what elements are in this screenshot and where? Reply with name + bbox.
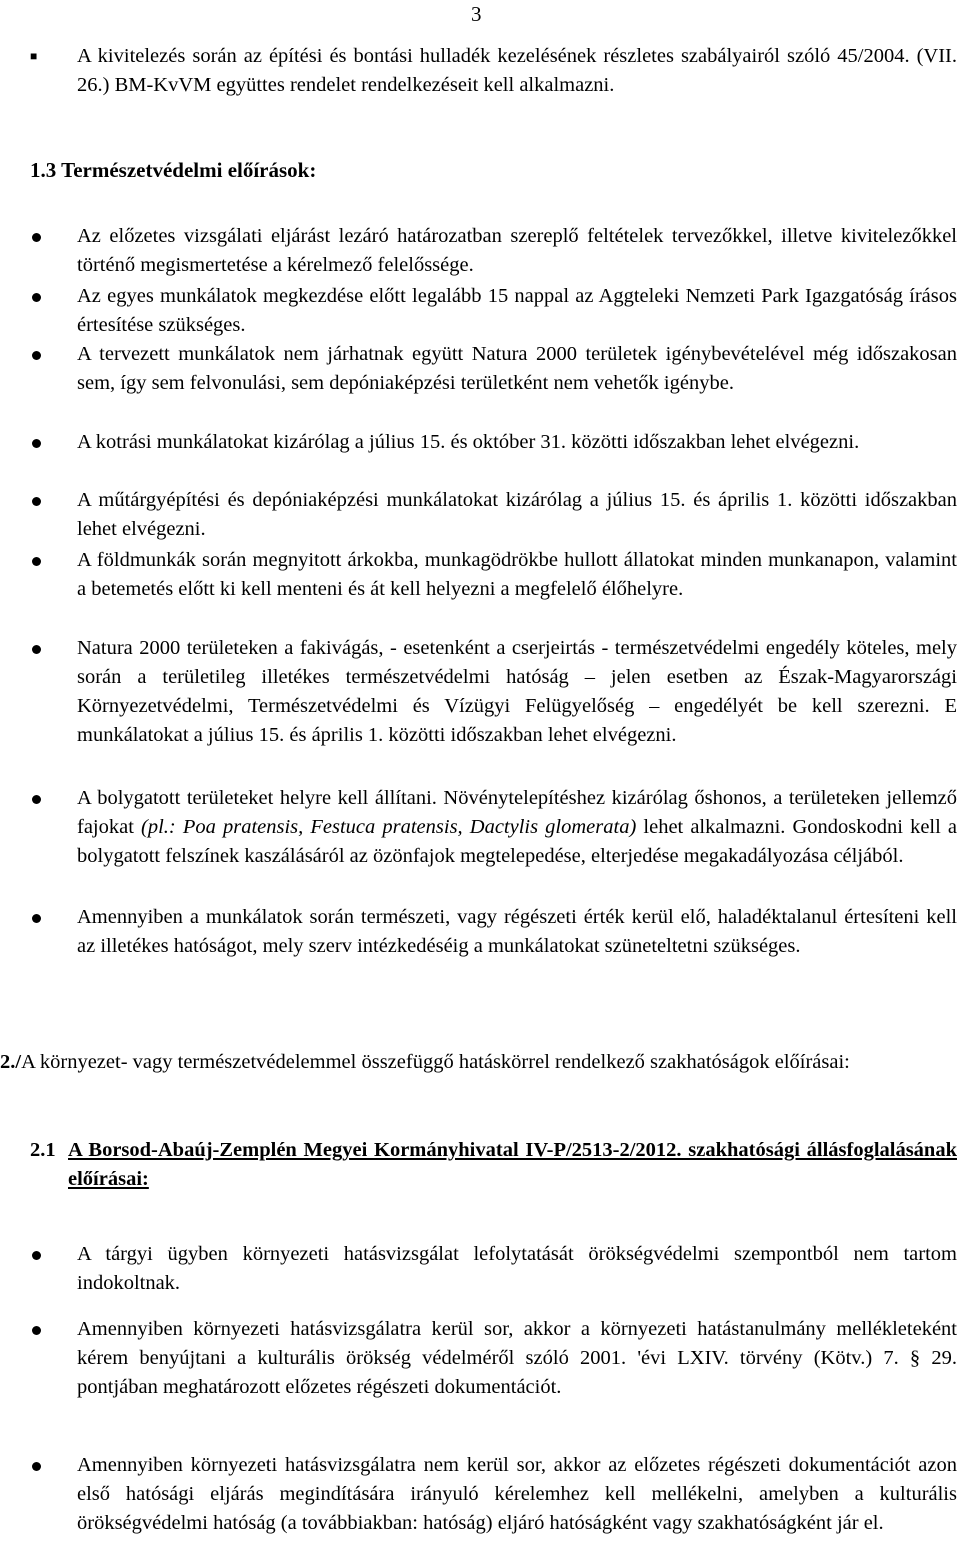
- list-item: A földmunkák során megnyitott árkokba, munkagödrökbe hullott állatokat minden munkanapon, valamint a betemetés előtt ki kell menteni és át kell helyezni a megfelelő élőhelyre.: [30, 546, 957, 604]
- bullet-icon: [32, 351, 41, 360]
- list-item: Amennyiben környezeti hatásvizsgálatra kerül sor, akkor a környezeti hatástanulmány mellékleteként kérem benyújtani a kulturális örökség védelméről szóló 2001. 'évi LXIV. törvény (Kötv.) 7. § 29. pontjában meghatározott előzetes régészeti dokumentációt.: [30, 1315, 957, 1402]
- list-item: A kotrási munkálatokat kizárólag a július 15. és október 31. közötti időszakban lehet elvégezni.: [30, 428, 957, 457]
- bullet-icon: [32, 557, 41, 566]
- list-item: Amennyiben a munkálatok során természeti, vagy régészeti érték kerül elő, haladéktalanul értesíteni kell az illetékes hatóságot, mely szerv intézkedéséig a munkálatokat szüneteltetni szükséges.: [30, 903, 957, 961]
- list-item: A műtárgyépítési és depóniaképzési munkálatokat kizárólag a július 15. és április 1. közötti időszakban lehet elvégezni.: [30, 486, 957, 544]
- bullet-icon: [32, 1326, 41, 1335]
- page-number: 3: [471, 2, 482, 26]
- list-item: A tervezett munkálatok nem járhatnak együtt Natura 2000 területek igénybevételével még időszakosan sem, így sem felvonulási, sem depóniaképzési területként nem vehetők igénybe.: [30, 340, 957, 398]
- list-item: Natura 2000 területeken a fakivágás, - esetenként a cserjeirtás - természetvédelmi engedély köteles, mely során a területileg illetékes természetvédelmi hatóság – jelen esetben az Észak-Magyarországi Környezetvédelmi, Természetvédelmi és Vízügyi Felügyelőség – engedélyét be kell szerezni. E munkálatokat a július 15. és április 1. közötti időszakban lehet elvégezni.: [30, 634, 957, 750]
- section-2-1-heading: 2.1 A Borsod-Abaúj-Zemplén Megyei Kormányhivatal IV-P/2513-2/2012. szakhatósági állásfoglalásának előírásai:: [30, 1139, 957, 1190]
- bullet-icon: [32, 497, 41, 506]
- bullet-icon: [32, 439, 41, 448]
- list-item: A tárgyi ügyben környezeti hatásvizsgálat lefolytatását örökségvédelmi szempontból nem tartom indokoltnak.: [30, 1240, 957, 1298]
- section-heading: 1.3 Természetvédelmi előírások:: [30, 158, 317, 182]
- bullet-icon: [32, 293, 41, 302]
- section-2: 2./A környezet- vagy természetvédelemmel összefüggő hatáskörrel rendelkező szakhatóságok előírásai:: [0, 1051, 850, 1073]
- list-item: Az előzetes vizsgálati eljárást lezáró határozatban szereplő feltételek tervezőkkel, illetve kivitelezőkkel történő megismertetése a kérelmező felelőssége.: [30, 222, 957, 280]
- list-item: ■ A kivitelezés során az építési és bontási hulladék kezelésének részletes szabályairól szóló 45/2004. (VII. 26.) BM-KvVM együttes rendelet rendelkezéseit kell alkalmazni.: [30, 45, 957, 96]
- list-item: Amennyiben környezeti hatásvizsgálatra nem kerül sor, akkor az előzetes régészeti dokumentációt azon első hatósági eljárás megindítására irányuló kérelemhez kell mellékelni, amelyben a kulturális örökségvédelmi hatóság (a továbbiakban: hatóság) eljáró hatóságként vagy szakhatóságként jár el.: [30, 1451, 957, 1538]
- bullet-icon: [32, 1251, 41, 1260]
- bullet-icon: [32, 1462, 41, 1471]
- square-bullet-icon: ■: [30, 49, 38, 63]
- list-item: A bolygatott területeket helyre kell állítani. Növénytelepítéshez kizárólag őshonos, a területeken jellemző fajokat (pl.: Poa pratensis, Festuca pratensis, Dactylis glomerata) lehet alkalmazni. Gondoskodni kell a bolygatott felszínek kaszálásáról az özönfajok megtelepedése, elterjedése megakadályozása céljából.: [30, 784, 957, 871]
- bullet-icon: [32, 795, 41, 804]
- bullet-icon: [32, 914, 41, 923]
- list-item: Az egyes munkálatok megkezdése előtt legalább 15 nappal az Aggteleki Nemzeti Park Igazgatóság írásos értesítése szükséges.: [30, 282, 957, 340]
- bullet-icon: [32, 645, 41, 654]
- bullet-icon: [32, 233, 41, 242]
